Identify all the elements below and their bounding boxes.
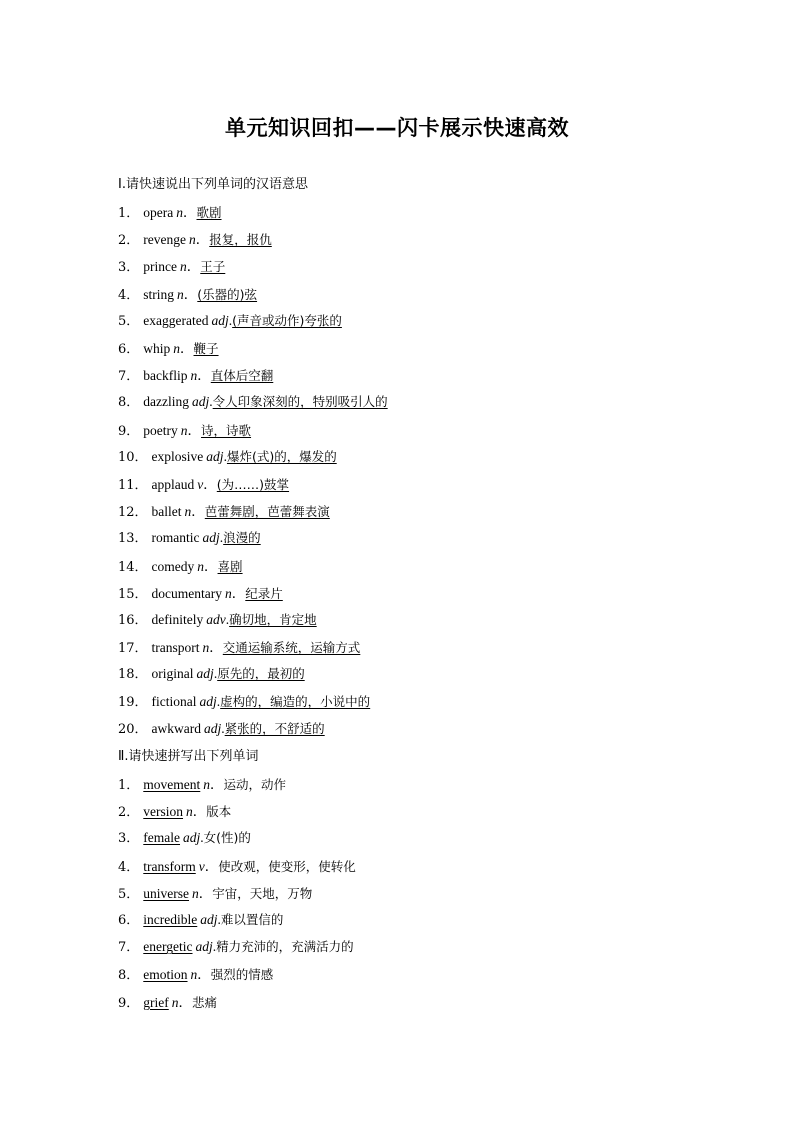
item-number: 1． <box>118 778 140 793</box>
item-number: 3． <box>118 831 140 847</box>
item-separator: ． <box>183 205 197 220</box>
item-meaning: (为……)鼓掌 <box>216 477 290 492</box>
item-separator: . <box>213 666 218 682</box>
item-part-of-speech: adj <box>196 666 214 682</box>
item-meaning: 歌剧 <box>196 205 222 220</box>
item-part-of-speech: v <box>198 858 205 874</box>
vocab-item <box>118 337 219 357</box>
item-part-of-speech: n <box>176 205 184 220</box>
vocab-item <box>118 555 243 575</box>
vocab-item <box>118 827 251 846</box>
item-part-of-speech: n <box>197 558 205 574</box>
item-number: 6． <box>118 342 140 357</box>
item-number: 17． <box>118 641 148 657</box>
item-word: documentary <box>151 585 223 601</box>
item-number: 1． <box>118 206 140 221</box>
item-part-of-speech: n <box>184 504 192 520</box>
item-meaning: 报复，报仇 <box>209 232 272 248</box>
item-part-of-speech: adj <box>211 312 229 328</box>
item-number: 9． <box>118 423 140 439</box>
item-word: string <box>143 286 175 302</box>
item-word: awkward <box>151 720 202 736</box>
item-word: movement <box>143 777 201 792</box>
item-meaning: 悲痛 <box>192 994 218 1010</box>
item-word: explosive <box>151 448 204 464</box>
item-word: exaggerated <box>143 312 209 328</box>
item-number: 11． <box>118 478 148 493</box>
item-number: 5． <box>118 886 140 902</box>
section-2-heading: Ⅱ.请快速拼写出下列单词 <box>118 749 259 764</box>
item-word: backflip <box>143 368 188 384</box>
vocab-item <box>118 936 354 955</box>
vocab-item <box>118 283 257 303</box>
item-word: energetic <box>143 939 193 955</box>
item-number: 16． <box>118 613 148 628</box>
item-part-of-speech: n <box>225 585 232 601</box>
item-part-of-speech: n <box>177 286 184 302</box>
item-meaning: 鞭子 <box>193 341 219 356</box>
item-meaning: 难以置信的 <box>220 912 284 927</box>
item-word: emotion <box>143 967 188 983</box>
item-part-of-speech: n <box>189 232 196 248</box>
item-word: romantic <box>151 530 200 546</box>
item-separator: ． <box>178 994 193 1010</box>
item-part-of-speech: n <box>180 259 187 275</box>
item-separator: . <box>217 912 221 927</box>
item-meaning: 宇宙，天地，万物 <box>212 885 313 901</box>
item-number: 10． <box>118 449 148 465</box>
item-meaning: 诗，诗歌 <box>201 422 252 438</box>
item-separator: ． <box>197 967 211 983</box>
item-separator: . <box>228 312 233 328</box>
vocab-item <box>118 963 273 983</box>
item-number: 12． <box>118 505 148 521</box>
item-word: ballet <box>151 504 182 520</box>
item-separator: . <box>219 530 224 546</box>
item-word: applaud <box>151 477 195 492</box>
item-word: incredible <box>143 912 198 927</box>
item-meaning: 直体后空翻 <box>210 368 274 384</box>
vocab-item <box>118 364 273 384</box>
item-part-of-speech: n <box>192 885 199 901</box>
vocab-item <box>118 909 283 928</box>
item-meaning: 交通运输系统，运输方式 <box>222 640 361 656</box>
item-meaning: 使改观，使变形，使转化 <box>218 858 356 874</box>
item-part-of-speech: adj <box>195 939 213 955</box>
item-number: 4． <box>118 859 140 875</box>
item-part-of-speech: n <box>190 368 198 384</box>
vocab-item <box>118 855 356 875</box>
item-separator: ． <box>231 585 246 601</box>
item-word: grief <box>143 994 169 1010</box>
item-meaning: 爆炸(式)的，爆发的 <box>226 448 337 464</box>
item-number: 5． <box>118 313 140 329</box>
item-part-of-speech: adj <box>202 530 220 546</box>
item-meaning: 王子 <box>200 259 226 275</box>
vocab-item <box>118 500 330 520</box>
item-separator: ． <box>203 477 217 492</box>
item-word: opera <box>143 205 174 220</box>
item-part-of-speech: adj <box>200 912 218 927</box>
item-meaning: 确切地，肯定地 <box>229 612 317 627</box>
item-meaning: 紧张的，不舒适的 <box>224 720 325 736</box>
item-part-of-speech: adj <box>192 394 210 410</box>
vocab-item <box>118 419 251 439</box>
item-word: version <box>143 804 184 820</box>
item-meaning: 原先的，最初的 <box>217 666 305 682</box>
item-number: 18． <box>118 667 148 683</box>
item-word: universe <box>143 885 190 901</box>
item-number: 14． <box>118 559 148 575</box>
item-word: poetry <box>143 422 178 438</box>
item-number: 20． <box>118 721 148 737</box>
vocab-item <box>118 609 317 628</box>
item-meaning: 芭蕾舞剧，芭蕾舞表演 <box>204 504 330 520</box>
item-number: 15． <box>118 586 148 602</box>
item-word: comedy <box>151 558 195 574</box>
item-meaning: 喜剧 <box>217 558 243 574</box>
item-separator: . <box>221 720 225 736</box>
section-1-heading: Ⅰ.请快速说出下列单词的汉语意思 <box>118 177 308 192</box>
vocab-item <box>118 473 289 493</box>
item-part-of-speech: n <box>171 994 179 1010</box>
item-meaning: (乐器的)弦 <box>197 286 258 302</box>
item-separator: . <box>223 448 227 464</box>
item-separator: ． <box>187 422 202 438</box>
item-number: 9． <box>118 995 140 1011</box>
item-word: original <box>151 666 194 682</box>
item-part-of-speech: n <box>190 967 198 983</box>
item-meaning: 精力充沛的，充满活力的 <box>216 939 354 955</box>
item-part-of-speech: adj <box>206 448 224 464</box>
item-separator: ． <box>204 858 219 874</box>
item-number: 3． <box>118 260 140 276</box>
vocab-item <box>118 391 388 410</box>
vocab-item <box>118 201 222 221</box>
item-part-of-speech: n <box>203 777 211 792</box>
item-part-of-speech: n <box>173 341 181 356</box>
item-separator: ． <box>204 558 218 574</box>
item-number: 8． <box>118 968 140 984</box>
item-number: 7． <box>118 369 140 385</box>
item-number: 8． <box>118 395 140 411</box>
vocab-item <box>118 446 337 465</box>
vocab-item <box>118 773 286 793</box>
item-separator: ． <box>191 504 205 520</box>
item-part-of-speech: n <box>180 422 188 438</box>
item-separator: ． <box>180 341 194 356</box>
item-meaning: (声音或动作)夸张的 <box>232 312 342 328</box>
item-number: 6． <box>118 913 140 928</box>
item-separator: . <box>200 830 204 846</box>
vocab-item <box>118 310 342 329</box>
item-word: revenge <box>143 232 187 248</box>
vocab-item <box>118 527 261 546</box>
item-part-of-speech: adj <box>183 830 201 846</box>
vocab-item <box>118 228 272 248</box>
item-separator: ． <box>195 232 210 248</box>
item-separator: ． <box>186 259 201 275</box>
item-part-of-speech: adv <box>206 612 226 627</box>
item-part-of-speech: v <box>197 477 204 492</box>
vocab-item <box>118 882 312 902</box>
item-meaning: 令人印象深刻的，特别吸引人的 <box>212 394 388 410</box>
item-part-of-speech: n <box>186 804 193 820</box>
vocab-item <box>118 663 305 682</box>
item-word: fictional <box>151 693 197 709</box>
item-part-of-speech: adj <box>199 693 217 709</box>
item-separator: ． <box>183 286 198 302</box>
item-number: 2． <box>118 233 140 249</box>
item-separator: . <box>209 394 213 410</box>
item-number: 13． <box>118 531 148 547</box>
vocab-item <box>118 691 370 710</box>
item-separator: ． <box>210 777 224 792</box>
item-meaning: 强烈的情感 <box>210 967 274 983</box>
item-word: transport <box>151 640 200 656</box>
item-separator: ． <box>192 804 207 820</box>
item-word: dazzling <box>143 394 190 410</box>
vocab-item <box>118 636 360 656</box>
vocab-item <box>118 582 283 602</box>
item-word: transform <box>143 858 196 874</box>
item-part-of-speech: adj <box>204 720 222 736</box>
item-number: 4． <box>118 287 140 303</box>
item-separator: ． <box>209 640 223 656</box>
item-number: 19． <box>118 694 148 710</box>
item-separator: . <box>225 612 230 627</box>
vocab-item <box>118 800 231 820</box>
item-meaning: 虚构的，编造的，小说中的 <box>220 693 371 709</box>
item-word: female <box>143 830 181 846</box>
item-meaning: 女(性)的 <box>203 830 251 846</box>
item-word: definitely <box>151 612 204 627</box>
item-separator: ． <box>198 885 213 901</box>
item-separator: . <box>216 693 221 709</box>
item-part-of-speech: n <box>202 640 210 656</box>
vocab-item <box>118 255 225 275</box>
vocab-item <box>118 718 325 737</box>
vocab-item <box>118 991 217 1011</box>
item-number: 7． <box>118 940 140 956</box>
item-number: 2． <box>118 805 140 821</box>
item-meaning: 浪漫的 <box>223 530 261 546</box>
page-title: 单元知识回扣——闪卡展示快速高效 <box>225 116 569 140</box>
item-meaning: 版本 <box>206 804 232 820</box>
item-separator: ． <box>197 368 211 384</box>
item-meaning: 运动，动作 <box>223 777 287 792</box>
item-separator: . <box>212 939 217 955</box>
item-word: whip <box>143 341 171 356</box>
item-word: prince <box>143 259 178 275</box>
item-meaning: 纪录片 <box>245 585 283 601</box>
